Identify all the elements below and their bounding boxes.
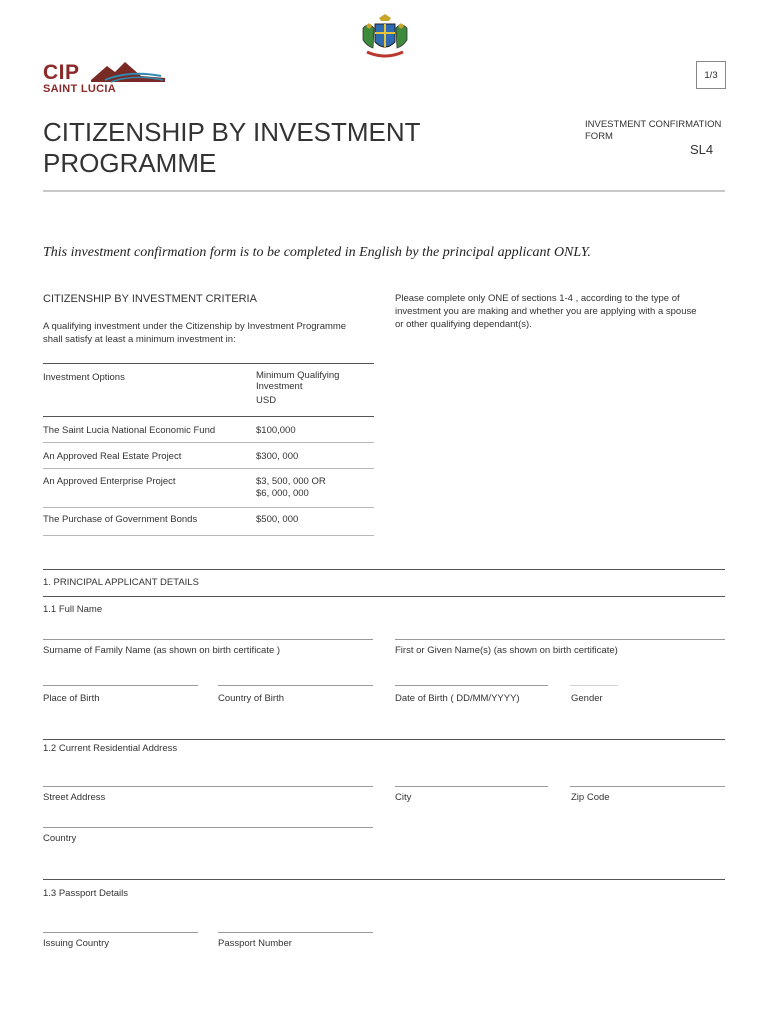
table-row-amount bbox=[256, 476, 326, 500]
criteria-note-line-2: investment you are making and whether you are applying with a spouse bbox=[395, 306, 697, 317]
form-name-line-2: FORM bbox=[585, 131, 613, 142]
table-row-option: The Saint Lucia National Economic Fund bbox=[43, 425, 216, 436]
form-name-line-1: INVESTMENT CONFIRMATION bbox=[585, 119, 722, 130]
full-name-heading: 1.1 Full Name bbox=[43, 604, 103, 615]
page-indicator bbox=[696, 61, 726, 89]
section-1-heading-rule bbox=[43, 596, 725, 597]
passport-top-rule bbox=[43, 879, 725, 880]
city-field[interactable] bbox=[395, 786, 548, 787]
zip-code-label: Zip Code bbox=[571, 792, 610, 803]
criteria-note-line-3: or other qualifying dependant(s). bbox=[395, 319, 532, 330]
given-name-field[interactable] bbox=[395, 639, 725, 640]
page-title bbox=[43, 117, 421, 179]
passport-number-label: Passport Number bbox=[218, 938, 292, 949]
form-name bbox=[585, 119, 721, 143]
zip-code-field[interactable] bbox=[570, 786, 725, 787]
title-line-2: PROGRAMME bbox=[43, 148, 217, 178]
logo-cip-text: CIP bbox=[43, 61, 80, 84]
country-label: Country bbox=[43, 833, 77, 844]
table-header-rule bbox=[43, 416, 374, 417]
address-top-rule bbox=[43, 739, 725, 740]
country-field[interactable] bbox=[43, 827, 373, 828]
table-header-amount bbox=[256, 370, 339, 406]
intro-text: This investment confirmation form is to be completed in English by the principal applicant ONLY. bbox=[43, 245, 591, 260]
header-divider bbox=[43, 190, 725, 192]
table-bottom-rule bbox=[43, 535, 374, 536]
passport-number-field[interactable] bbox=[218, 932, 373, 933]
logo-country-text: SAINT LUCIA bbox=[43, 83, 116, 95]
issuing-country-field[interactable] bbox=[43, 932, 198, 933]
page-indicator-text: 1/3 bbox=[704, 69, 718, 81]
criteria-desc-line-2: shall satisfy at least a minimum investment in: bbox=[43, 334, 236, 345]
issuing-country-label: Issuing Country bbox=[43, 938, 110, 949]
country-of-birth-field[interactable] bbox=[218, 685, 373, 686]
gender-field[interactable] bbox=[570, 685, 618, 686]
country-of-birth-label: Country of Birth bbox=[218, 693, 284, 704]
criteria-note bbox=[395, 292, 697, 331]
criteria-heading: CITIZENSHIP BY INVESTMENT CRITERIA bbox=[43, 293, 257, 305]
table-header-amount-line-3: USD bbox=[256, 395, 277, 406]
title-line-1: CITIZENSHIP BY INVESTMENT bbox=[43, 117, 421, 147]
table-row-amount-line-1: $3, 500, 000 OR bbox=[256, 476, 326, 487]
table-row-divider bbox=[43, 468, 374, 469]
form-code: SL4 bbox=[690, 142, 714, 157]
passport-heading: 1.3 Passport Details bbox=[43, 888, 129, 899]
section-1-heading: 1. PRINCIPAL APPLICANT DETAILS bbox=[43, 577, 199, 588]
table-row-divider bbox=[43, 507, 374, 508]
date-of-birth-field[interactable] bbox=[395, 685, 548, 686]
criteria-note-line-1: Please complete only ONE of sections 1-4 , according to the type of bbox=[395, 293, 680, 304]
table-header-amount-line-1: Minimum Qualifying bbox=[256, 370, 340, 381]
street-address-field[interactable] bbox=[43, 786, 373, 787]
place-of-birth-label: Place of Birth bbox=[43, 693, 100, 704]
street-address-label: Street Address bbox=[43, 792, 106, 803]
table-row-amount: $500, 000 bbox=[256, 514, 299, 525]
table-header-amount-line-2: Investment bbox=[256, 381, 303, 392]
surname-field[interactable] bbox=[43, 639, 373, 640]
table-row-option: The Purchase of Government Bonds bbox=[43, 514, 198, 525]
date-of-birth-label: Date of Birth ( DD/MM/YYYY) bbox=[395, 693, 520, 704]
coat-of-arms-icon bbox=[359, 14, 411, 60]
table-row-divider bbox=[43, 442, 374, 443]
mountain-logo-icon bbox=[91, 60, 165, 84]
table-row-amount: $100,000 bbox=[256, 425, 296, 436]
table-top-rule bbox=[43, 363, 374, 364]
criteria-description bbox=[43, 320, 346, 346]
surname-label: Surname of Family Name (as shown on birth certificate ) bbox=[43, 645, 281, 656]
criteria-desc-line-1: A qualifying investment under the Citizenship by Investment Programme bbox=[43, 321, 347, 332]
table-row-option: An Approved Real Estate Project bbox=[43, 451, 182, 462]
section-1-top-rule bbox=[43, 569, 725, 570]
place-of-birth-field[interactable] bbox=[43, 685, 198, 686]
address-heading: 1.2 Current Residential Address bbox=[43, 743, 178, 754]
table-row-option: An Approved Enterprise Project bbox=[43, 476, 176, 487]
table-row-amount-line-2: $6, 000, 000 bbox=[256, 488, 309, 499]
city-label: City bbox=[395, 792, 412, 803]
table-row-amount: $300, 000 bbox=[256, 451, 299, 462]
table-header-options: Investment Options bbox=[43, 372, 125, 383]
given-name-label: First or Given Name(s) (as shown on birth certificate) bbox=[395, 645, 618, 656]
gender-label: Gender bbox=[571, 693, 603, 704]
